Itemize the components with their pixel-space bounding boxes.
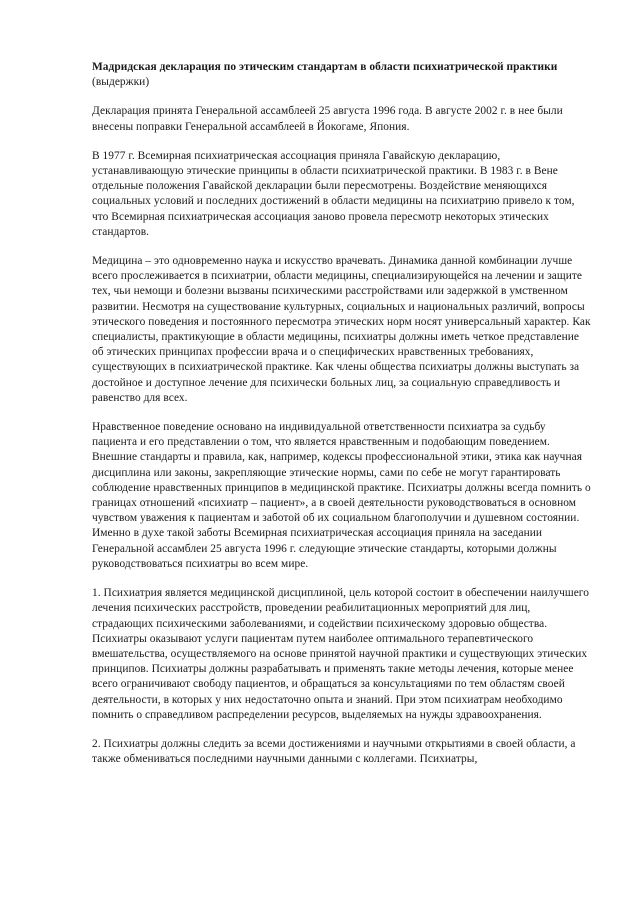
- document-subtitle: (выдержки): [92, 76, 150, 89]
- document-heading: [92, 60, 592, 90]
- paragraph-history: В 1977 г. Всемирная психиатрическая ассоциация приняла Гавайскую декларацию, устанавливающую этические принципы в области психиатрической практики. В 1983 г. в Вене отдельные положения Гавайской декларации были пересмотрены. Воздействие меняющихся социальных условий и последних достижений в области медицины на психиатрию привело к том, что Всемирная психиатрическая ассоциация заново провела пересмотр некоторых этических стандартов.: [92, 149, 575, 238]
- document-title: Мадридская декларация по этическим стандартам в области психиатрической практики: [92, 61, 558, 73]
- paragraph-item-2: 2. Психиатры должны следить за всеми достижениями и научными открытиями в своей области, а также обмениваться последними научными данными с коллегами. Психиатры,: [92, 737, 576, 766]
- paragraph-adoption: Декларация принята Генеральной ассамблеей 25 августа 1996 года. В августе 2002 г. в нее были внесены поправки Генеральной ассамблеей в Йокогаме, Япония.: [92, 105, 563, 133]
- document-page: [92, 60, 592, 781]
- paragraph-item-1: 1. Психиатрия является медицинской дисциплиной, цель которой состоит в обеспечении наилучшего лечения психических расстройств, проведении реабилитационных мероприятий для лиц, страдающих психическими заболеваниями, и содействии психическому здоровью общества. Психиатры оказывают услуги пациентам путем наиболее оптимального терапевтического вмешательства, осуществляемого на основе принятой научной практики и существующих этических принципов. Психиатры должны разрабатывать и применять такие методы лечения, которые менее всего ограничивают свободу пациентов, и обращаться за консультациями по тем областям своей деятельности, в которых у них недостаточно опыта и знаний. При этом психиатрам необходимо помнить о справедливом распределении ресурсов, выделяемых на нужды здравоохранения.: [92, 587, 589, 721]
- paragraph-moral-conduct: Нравственное поведение основано на индивидуальной ответственности психиатра за судьбу пациента и его представлении о том, что является нравственным и подобающим поведением. Внешние стандарты и правила, как, например, кодексы профессиональной этики, этика как научная дисциплина или законы, закрепляющие этические нормы, сами по себе не могут гарантировать соблюдение нравственных принципов в медицинской практике. Психиатры должны всегда помнить о границах отношений «психиатр – пациент», а в своей деятельности руководствоваться в основном чувством уважения к пациентам и заботой об их социальном благополучии и душевном состоянии.: [92, 421, 591, 525]
- paragraph-standards-intro: Именно в духе такой заботы Всемирная психиатрическая ассоциация приняла на заседании Генеральной ассамблеи 25 августа 1996 г. следующие этические стандарты, которыми должны руководствоваться психиатры во всем мире.: [92, 527, 557, 570]
- paragraph-medicine: Медицина – это одновременно наука и искусство врачевать. Динамика данной комбинации лучше всего прослеживается в психиатрии, области медицины, специализирующейся на лечении и защите тех, чьи немощи и болезни вызваны психическими расстройствами или задержкой в умственном развитии. Несмотря на существование культурных, социальных и национальных различий, вопросы этического поведения и постоянного пересмотра этических норм носят универсальный характер. Как специалисты, практикующие в области медицины, психиатры должны иметь четкое представление об этических принципах профессии врача и о специфических нравственных требованиях, существующих в психиатрической практике. Как члены общества психиатры должны выступать за достойное и доступное лечение для психически больных лиц, за социальную справедливость и равенство для всех.: [92, 255, 591, 404]
